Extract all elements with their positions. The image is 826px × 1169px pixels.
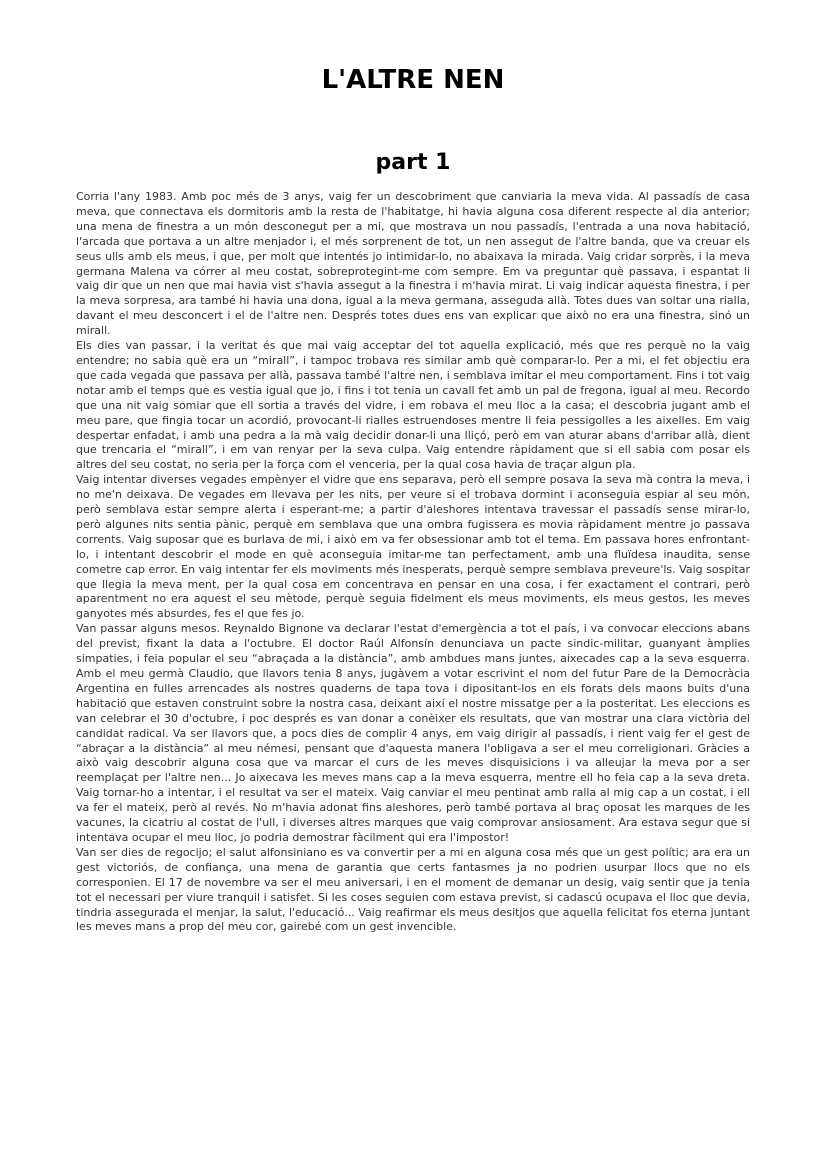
paragraph: Corria l'any 1983. Amb poc més de 3 anys, vaig fer un descobriment que canviaria la meva vida. Al passadís de casa meva, que connectava els dormitoris amb la resta de l'habitatge, hi havia alguna cosa diferent respecte al dia anterior; una mena de finestra a un món desconegut per a mi, que mostrava un nou passadís, l'entrada a una nova habitació, l'arcada que portava a un altre menjador i, el més sorprenent de tot, un nen assegut de l'altre banda, que va creuar els seus ulls amb els meus, i que, per molt que intentés jo intimidar-lo, no abaixava la mirada. Vaig cridar sorprès, i la meva germana Malena va córrer al meu costat, sobreprotegint-me com sempre. Em va preguntar què passava, i espantat li vaig dir que un nen que mai havia vist s'havia assegut a la finestra i m'havia mirat. Li vaig indicar aquesta finestra, i per la meva sorpresa, ara també hi havia una dona, igual a la meva germana, asseguda allà. Totes dues van soltar una rialla, davant el meu desconcert i el de l'altre nen. Després totes dues ens van explicar que això no era una finestra, sinó un mirall. bbox=[76, 190, 750, 338]
paragraph: Van passar alguns mesos. Reynaldo Bignone va declarar l'estat d'emergència a tot el país, i va convocar eleccions abans del previst, fixant la data a l'octubre. El doctor Raúl Alfonsín denunciava un pacte sindic-militar, guanyant àmplies simpaties, i feia popular el seu “abraçada a la distància”, amb ambdues mans juntes, aixecades cap a la seva esquerra. Amb el meu germà Claudio, que llavors tenia 8 anys, jugàvem a votar escrivint el nom del futur Pare de la Democràcia Argentina en fulles arrencades als nostres quaderns de tapa tova i dipositant-los en els forats dels maons buits d'una habitació que estaven construint sobre la nostra casa, deixant així el nostre missatge per a la posteritat. Les eleccions es van celebrar el 30 d'octubre, i poc després es van donar a conèixer els resultats, que van mostrar una clara victòria del candidat radical. Va ser llavors que, a pocs dies de complir 4 anys, em vaig dirigir al passadís, i rient vaig fer el gest de “abraçar a la distància” al meu némesi, pensant que d'aquesta manera l'obligava a ser el meu correligionari. Gràcies a això vaig descobrir alguna cosa que va marcar el curs de les meves disquisicions i va alleujar la meva por a ser reemplaçat per l'altre nen... Jo aixecava les meves mans cap a la meva esquerra, mentre ell ho feia cap a la seva dreta. Vaig tornar-ho a intentar, i el resultat va ser el mateix. Vaig canviar el meu pentinat amb ralla al mig cap a un costat, i ell va fer el mateix, però al revés. No m'havia adonat fins aleshores, però també portava al braç oposat les marques de les vacunes, la cicatriu al costat de l'ull, i diverses altres marques que vaig comprovar ansiosament. Ara estava segur que si intentava ocupar el meu lloc, jo podria demostrar fàcilment qui era l'impostor! bbox=[76, 622, 750, 844]
paragraph: Vaig intentar diverses vegades empènyer el vidre que ens separava, però ell sempre posava la seva mà contra la meva, i no me'n deixava. De vegades em llevava per les nits, per veure si el trobava dormint i aconseguia espiar al seu món, però semblava estar sempre alerta i esperant-me; a partir d'aleshores intentava travessar el passadís sense mirar-lo, però algunes nits sentia pànic, perquè em semblava que una ombra fugissera es movia ràpidament mentre jo passava corrents. Vaig suposar que es burlava de mi, i això em va fer obsessionar amb tot el tema. Em passava hores enfrontant-lo, i intentant descobrir el mode en què aconseguia imitar-me tan perfectament, amb una fluïdesa inaudita, sense cometre cap error. En vaig intentar fer els moviments més inesperats, perquè sempre semblava preveure'ls. Vaig sospitar que llegia la meva ment, per la qual cosa em concentrava en pensar en una cosa, i fer exactament el contrari, però aparentment no era aquest el seu mètode, perquè seguia fidelment els meus moviments, els meus gestos, les meves ganyotes més absurdes, fes el que fes jo. bbox=[76, 473, 750, 621]
story-body bbox=[76, 190, 750, 935]
part-heading: part 1 bbox=[375, 150, 451, 175]
paragraph: Els dies van passar, i la veritat és que mai vaig acceptar del tot aquella explicació, més que res perquè no la vaig entendre; no sabia què era un “mirall”, i tampoc trobava res similar amb què comparar-lo. Per a mi, el fet objectiu era que cada vegada que passava per allà, passava també l'altre nen, i semblava imitar el meu comportament. Fins i tot vaig notar amb el temps que es vestia igual que jo, i fins i tot tenia un cavall fet amb un pal de fregona, igual al meu. Recordo que una nit vaig somiar que ell sortia a través del vidre, i em robava el meu lloc a la casa; el descobria jugant amb el meu pare, que fingia tocar un acordió, provocant-li rialles estruendoses mentre li feia pessigolles a les aixelles. Em vaig despertar enfadat, i amb una pedra a la mà vaig decidir donar-li una lliçó, però em van aturar abans d'arribar allà, dient que trencaria el “mirall”, i em van renyar per la seva culpa. Vaig entendre ràpidament que si ell sabia com posar els altres del seu costat, no seria per la força com el venceria, per la qual cosa havia de traçar algun pla. bbox=[76, 339, 750, 472]
paragraph: Van ser dies de regocijo; el salut alfonsiniano es va convertir per a mi en alguna cosa més que un gest polític; ara era un gest victoriós, de confiança, una mena de garantia que certs fantasmes ja no podrien usurpar llocs que no els corresponien. El 17 de novembre va ser el meu aniversari, i en el moment de demanar un desig, vaig sentir que ja tenia tot el necessari per viure tranquil i satisfet. Si les coses seguien com estava previst, si cadascú ocupava el lloc que devia, tindria assegurada el menjar, la salut, l'educació... Vaig reafirmar els meus desitjos que aquella felicitat fos eterna juntant les meves mans a prop del meu cor, gairebé com un gest invencible. bbox=[76, 845, 750, 934]
document-title: L'ALTRE NEN bbox=[321, 65, 505, 95]
